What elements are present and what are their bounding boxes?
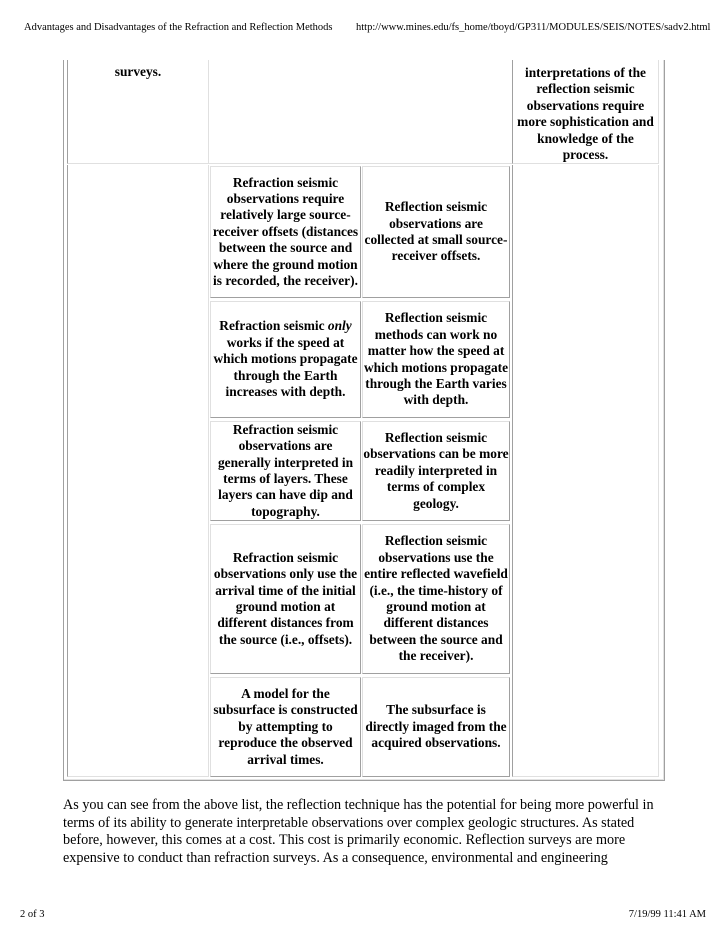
print-timestamp: 7/19/99 11:41 AM: [628, 909, 706, 920]
cell-text: The subsurface is directly imaged from the acquired observations.: [365, 702, 507, 751]
cell-text: Reflection seismic methods can work no matter how the speed at which motions propagate through the Earth varies with depth.: [363, 310, 509, 408]
table-cell-empty-middle: [209, 60, 512, 164]
text-segment: Refraction seismic: [219, 318, 328, 334]
reflection-cell-speed: [362, 301, 510, 418]
table-spacer-left: [67, 165, 209, 777]
page-header-url: http://www.mines.edu/fs_home/tboyd/GP311/MODULES/SEIS/NOTES/sadv2.html: [356, 22, 711, 33]
page-number: 2 of 3: [20, 909, 45, 920]
refraction-cell-arrival-time: [210, 524, 361, 674]
table-spacer-right: [512, 165, 659, 777]
cell-text: Reflection seismic observations use the entire reflected wavefield (i.e., the time-history of ground motion at different distances between the source and the receiver).: [364, 533, 508, 664]
cell-text: Refraction seismic observations require relatively large source-receiver offsets (distances between the source and where the ground motion is recorded, the receiver).: [212, 174, 359, 289]
refraction-cell-offsets: [210, 166, 361, 298]
cell-text: [211, 318, 360, 400]
page-header-title: Advantages and Disadvantages of the Refraction and Reflection Methods: [24, 22, 333, 33]
cell-text: interpretations of the reflection seismic observations require more sophistication and knowledge of the process.: [517, 65, 654, 163]
cell-text: Reflection seismic observations can be more readily interpreted in terms of complex geology.: [363, 429, 509, 511]
refraction-cell-speed: [210, 301, 361, 418]
reflection-cell-imaging: [362, 677, 510, 777]
text-segment: works if the speed at which motions propagate through the Earth increases with depth.: [213, 334, 358, 400]
cell-text: A model for the subsurface is constructed by attempting to reproduce the observed arrival times.: [213, 685, 358, 767]
table-cell-interpretations: [512, 60, 659, 164]
body-paragraph: As you can see from the above list, the reflection technique has the potential for being more powerful in terms of its ability to generate interpretable observations over complex geologic structures. As stated before, however, this comes at a cost. This cost is primarily economic. Reflection surveys are more expensive to conduct than refraction surveys. As a consequence, environmental and engineering: [63, 797, 654, 866]
reflection-cell-offsets: [362, 166, 510, 298]
refraction-cell-layers: [210, 421, 361, 521]
cell-text: Refraction seismic observations are generally interpreted in terms of layers. These layers can have dip and topography.: [217, 421, 354, 519]
cell-text: Refraction seismic observations only use the arrival time of the initial ground motion at different distances from the source (i.e., offsets).: [213, 549, 358, 647]
refraction-cell-model: [210, 677, 361, 777]
cell-text: surveys.: [114, 64, 162, 79]
cell-text: Reflection seismic observations are collected at small source-receiver offsets.: [364, 199, 508, 264]
reflection-cell-geology: [362, 421, 510, 521]
emphasis-text: only: [327, 318, 352, 334]
table-cell-surveys: [67, 60, 209, 164]
reflection-cell-wavefield: [362, 524, 510, 674]
